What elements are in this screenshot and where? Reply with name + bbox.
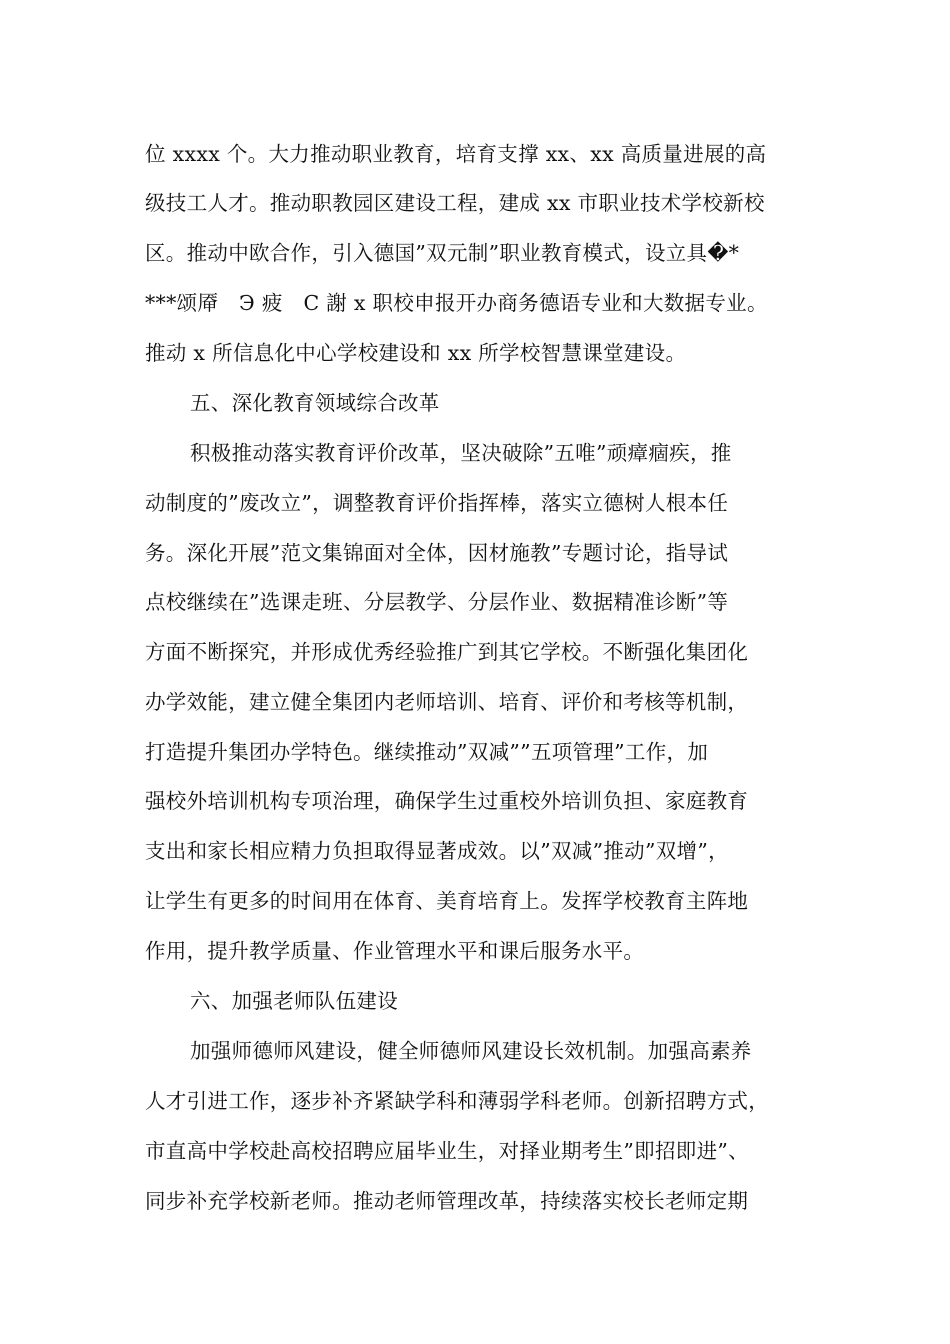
body-text-line: 位 xxxx 个。大力推动职业教育，培育支撑 xx、xx 高质量进展的高 <box>145 142 767 166</box>
body-text-line: 人才引进工作，逐步补齐紧缺学科和薄弱学科老师。创新招聘方式， <box>145 1089 769 1113</box>
body-text-line: 点校继续在”选课走班、分层教学、分层作业、数据精准诊断”等 <box>145 590 729 614</box>
body-text-line: 加强师德师风建设，健全师德师风建设长效机制。加强高素养 <box>190 1039 752 1063</box>
body-text-line: 打造提升集团办学特色。继续推动”双减””五项管理”工作，加 <box>145 740 709 764</box>
body-text-line: 推动 x 所信息化中心学校建设和 xx 所学校智慧课堂建设。 <box>145 341 687 365</box>
body-text-line: 动制度的”废改立”，调整教育评价指挥棒，落实立德树人根本任 <box>145 491 729 515</box>
body-text-line: 同步补充学校新老师。推动老师管理改革，持续落实校长老师定期 <box>145 1189 749 1213</box>
body-text-line: 级技工人才。推动职教园区建设工程，建成 xx 市职业技术学校新校 <box>145 191 765 215</box>
section-heading: 五、深化教育领域综合改革 <box>190 391 440 415</box>
body-text-line: 让学生有更多的时间用在体育、美育培育上。发挥学校教育主阵地 <box>145 889 749 913</box>
body-text-line: ***颂厣 Э 疲 С 謝 x 职校申报开办商务德语专业和大数据专业。 <box>145 291 768 315</box>
body-text-line: 支出和家长相应精力负担取得显著成效。以”双减”推动”双增”， <box>145 839 729 863</box>
body-text-line: 办学效能，建立健全集团内老师培训、培育、评价和考核等机制， <box>145 690 749 714</box>
body-text-line: 市直高中学校赴高校招聘应届毕业生，对择业期考生”即招即进”、 <box>145 1139 749 1163</box>
body-text-line: 务。深化开展”范文集锦面对全体，因材施教”专题讨论，指导试 <box>145 541 729 565</box>
body-text-line: 作用，提升教学质量、作业管理水平和课后服务水平。 <box>145 939 645 963</box>
body-text-line: 强校外培训机构专项治理，确保学生过重校外培训负担、家庭教育 <box>145 789 749 813</box>
body-text-line: 方面不断探究，并形成优秀经验推广到其它学校。不断强化集团化 <box>145 640 749 664</box>
body-text-line: 区。推动中欧合作，引入德国”双元制”职业教育模式，设立具�* <box>145 241 740 265</box>
section-heading: 六、加强老师队伍建设 <box>190 989 398 1013</box>
body-text-line: 积极推动落实教育评价改革，坚决破除”五唯”顽瘴痼疾，推 <box>190 441 732 465</box>
